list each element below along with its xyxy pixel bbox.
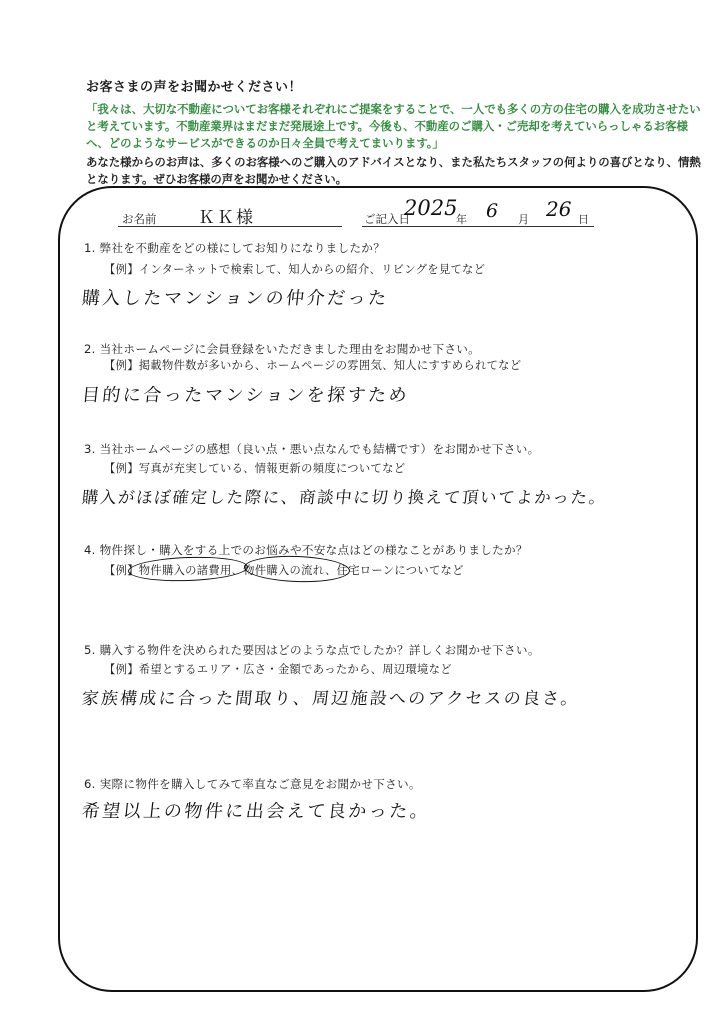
- page-heading: お客さまの声をお聞かせください！: [86, 80, 303, 95]
- question-6: 6. 実際に物件を購入してみて率直なご意見をお聞かせ下さい。: [84, 777, 421, 791]
- example-1: 【例】インターネットで検索して、知人からの紹介、リビングを見てなど: [104, 263, 486, 276]
- answer-5[interactable]: 家族構成に合った間取り、周辺施設へのアクセスの良さ。: [80, 689, 581, 709]
- day-unit: 日: [578, 213, 589, 226]
- answer-2[interactable]: 目的に合ったマンションを探すため: [80, 385, 411, 406]
- question-2: 2. 当社ホームページに会員登録をいただきました理由をお聞かせ下さい。: [84, 342, 481, 356]
- name-value[interactable]: ＫＫ様: [198, 208, 255, 227]
- answer-1[interactable]: 購入したマンションの仲介だった: [80, 288, 390, 309]
- name-underline: [118, 226, 342, 227]
- answer-6[interactable]: 希望以上の物件に出会えて良かった。: [80, 801, 432, 822]
- date-day[interactable]: 26: [546, 197, 572, 221]
- question-1: 1. 弊社を不動産をどの様にしてお知りになりましたか？: [84, 241, 386, 255]
- answer-3[interactable]: 購入がほぼ確定した際に、商談中に切り換えて頂いてよかった。: [80, 488, 608, 507]
- date-month[interactable]: 6: [486, 200, 499, 222]
- example-4: 【例】物件購入の諸費用、物件購入の流れ、住宅ローンについてなど: [104, 564, 464, 577]
- date-underline: [362, 226, 594, 227]
- request-message: あなた様からのお声は、多くのお客様へのご購入のアドバイスとなり、また私たちスタッフの何よりの喜びとなり、情熱となります。ぜひお客様の声をお聞かせください。: [86, 155, 701, 186]
- question-4: 4. 物件探し・購入をする上でのお悩みや不安な点はどの様なことがありましたか？: [84, 543, 528, 557]
- example-2: 【例】掲載物件数が多いから、ホームページの雰囲気、知人にすすめられてなど: [104, 359, 522, 372]
- question-3: 3. 当社ホームページの感想（良い点・悪い点なんでも結構です）をお聞かせ下さい。: [84, 442, 540, 456]
- date-label: ご記入日: [364, 212, 410, 226]
- name-label: お名前: [122, 212, 157, 226]
- example-3: 【例】写真が充実している、情報更新の頻度についてなど: [104, 462, 406, 475]
- date-year[interactable]: 2025: [404, 196, 458, 220]
- month-unit: 月: [518, 213, 529, 226]
- question-5: 5. 購入する物件を決められた要因はどのような点でしたか？詳しくお聞かせ下さい。: [84, 643, 540, 657]
- example-5: 【例】希望とするエリア・広さ・金額であったから、周辺環境など: [104, 663, 452, 676]
- company-message: 「我々は、大切な不動産についてお客様それぞれにご提案をすることで、一人でも多くの方の住宅の購入を成功させたいと考えています。不動産業界はまだまだ発展途上です。今後も、不動産のご購入・ご売却を考えていらっしゃるお客様へ、どのようなサービスができるのか日々全員で考えてまいります。」: [86, 102, 701, 150]
- year-unit: 年: [456, 213, 467, 226]
